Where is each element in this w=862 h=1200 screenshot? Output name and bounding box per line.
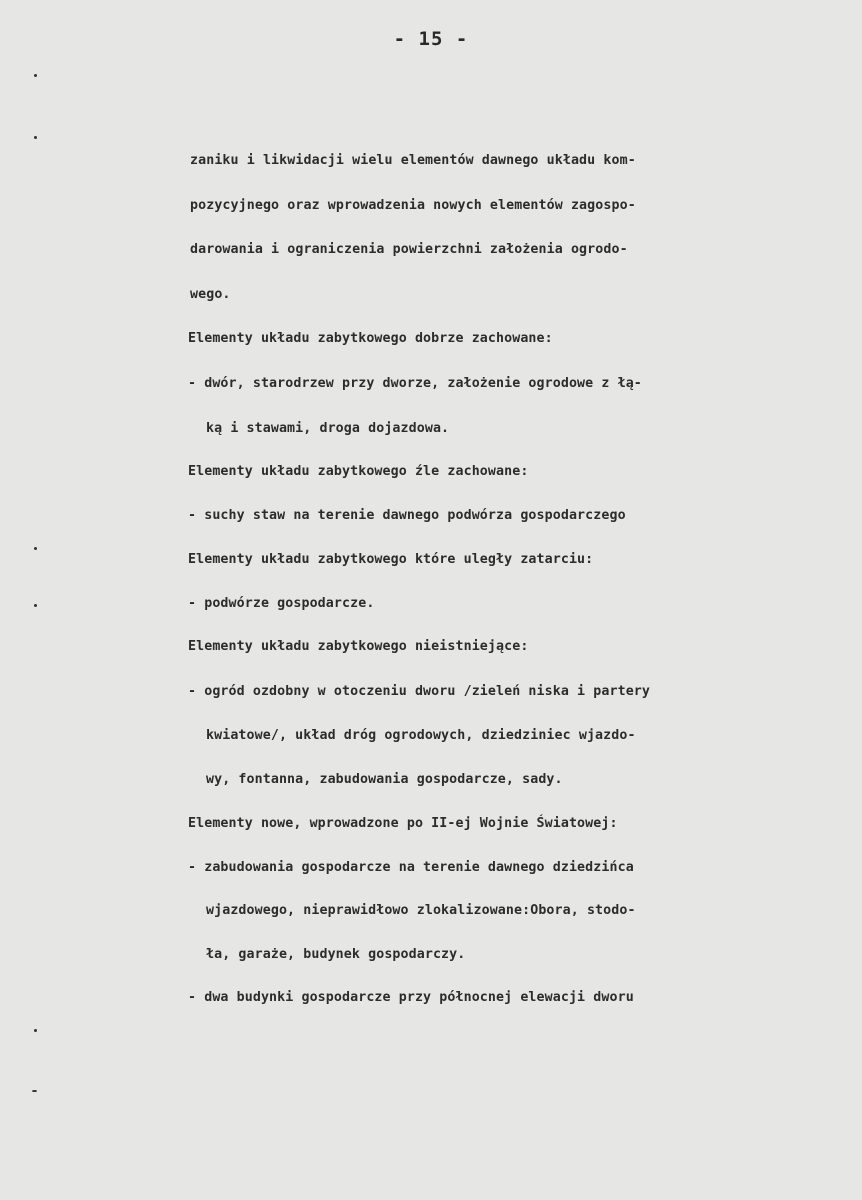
margin-mark: [34, 1029, 37, 1032]
text-line: Elementy układu zabytkowego nieistniejące:: [188, 639, 529, 654]
margin-mark: [32, 1090, 37, 1092]
text-line: - dwa budynki gospodarcze przy północnej elewacji dworu: [188, 990, 634, 1005]
text-line: ką i stawami, droga dojazdowa.: [206, 421, 450, 436]
text-line: - podwórze gospodarcze.: [188, 596, 375, 611]
text-line: wjazdowego, nieprawidłowo zlokalizowane:Obora, stodo-: [206, 903, 636, 918]
text-line: - ogród ozdobny w otoczeniu dworu /zieleń niska i partery: [188, 684, 651, 699]
text-line: zaniku i likwidacji wielu elementów dawnego układu kom-: [190, 153, 636, 168]
text-line: - dwór, starodrzew przy dworze, założenie ogrodowe z łą-: [188, 376, 642, 391]
margin-mark: [34, 136, 37, 139]
margin-mark: [34, 74, 37, 77]
text-line: - zabudowania gospodarcze na terenie dawnego dziedzińca: [188, 860, 634, 875]
text-line: Elementy układu zabytkowego które uległy zatarciu:: [188, 552, 594, 567]
text-line: wy, fontanna, zabudowania gospodarcze, sady.: [206, 772, 563, 787]
text-line: wego.: [190, 287, 231, 302]
page-number: - 15 -: [393, 28, 469, 50]
margin-mark: [34, 604, 37, 607]
text-line: darowania i ograniczenia powierzchni założenia ogrodo-: [190, 242, 628, 257]
text-line: ła, garaże, budynek gospodarczy.: [206, 947, 466, 962]
text-line: pozycyjnego oraz wprowadzenia nowych elementów zagospo-: [190, 198, 636, 213]
text-line: Elementy nowe, wprowadzone po II-ej Wojnie Światowej:: [188, 816, 618, 831]
margin-mark: [34, 547, 37, 550]
text-line: kwiatowe/, układ dróg ogrodowych, dziedziniec wjazdo-: [206, 728, 636, 743]
text-line: Elementy układu zabytkowego źle zachowane:: [188, 464, 529, 479]
text-line: Elementy układu zabytkowego dobrze zachowane:: [188, 331, 553, 346]
text-line: - suchy staw na terenie dawnego podwórza gospodarczego: [188, 508, 626, 523]
